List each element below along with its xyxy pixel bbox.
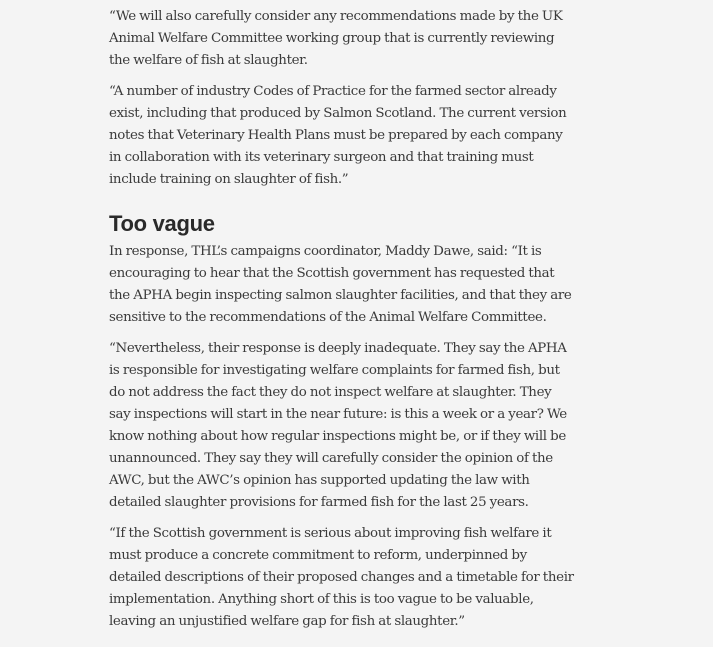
quote-paragraph-codes-of-practice: “A number of industry Codes of Practice for the farmed sector already exist, including that produced by Salmon Scotland. The current version notes that Veterinary Health Plans must be prepared by each company in collaboration with its veterinary surgeon and that training must include training on slaughter of fish.” [109,84,567,187]
response-paragraph-intro: In response, THL’s campaigns coordinator, Maddy Dawe, said: “It is encouraging to hear that the Scottish government has requested that the APHA begin inspecting salmon slaughter facilities, and that they are sensitive to the recommendations of the Animal Welfare Committee. [109,244,572,325]
response-paragraph-inadequate: “Nevertheless, their response is deeply inadequate. They say the APHA is responsible for investigating welfare complaints for farmed fish, but do not address the fact they do not inspect welfare at slaughter. They say inspections will start in the near future: is this a week or a year? We know nothing about how regular inspections might be, or if they will be unannounced. They say they will carefully consider the opinion of the AWC, but the AWC’s opinion has supported updating the law with detailed slaughter provisions for farmed fish for the last 25 years. [109,341,567,510]
section-heading: Too vague [109,211,215,236]
article-body [109,6,574,642]
quote-paragraph-awc-review: “We will also carefully consider any recommendations made by the UK Animal Welfare Committee working group that is currently reviewing the welfare of fish at slaughter. [109,9,563,68]
response-paragraph-conclusion: “If the Scottish government is serious about improving fish welfare it must produce a concrete commitment to reform, underpinned by detailed descriptions of their proposed changes and a timetable for their implementation. Anything short of this is too vague to be valuable, leaving an unjustified welfare gap for fish at slaughter.” [109,526,574,629]
